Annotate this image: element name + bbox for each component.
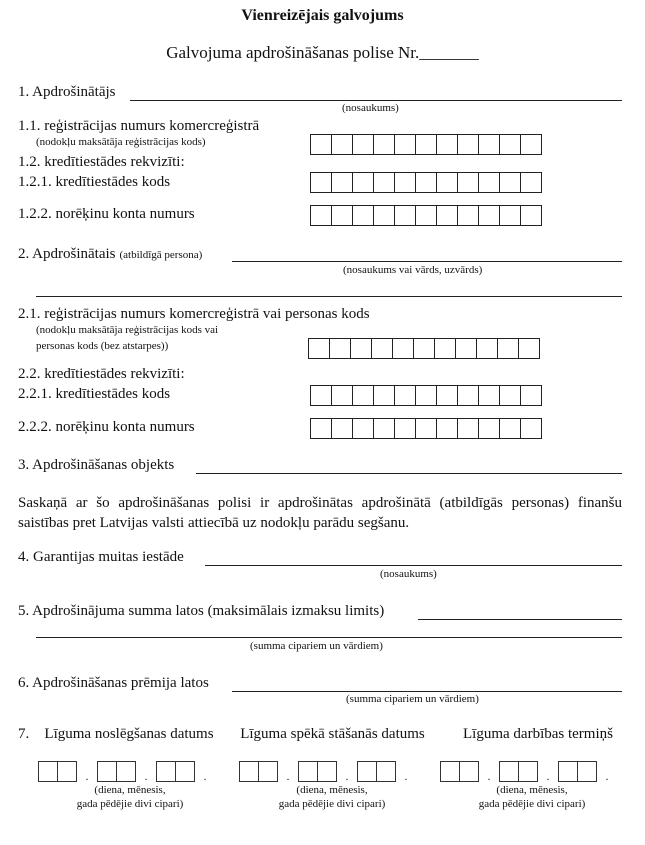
insurer-name-caption: (nosaukums)	[342, 102, 399, 114]
year-boxes[interactable]	[558, 761, 597, 782]
contract-effective-date-boxes[interactable]	[239, 761, 416, 782]
document-title: Vienreizējais galvojums	[241, 7, 404, 24]
insured-label: 2. Apdrošinātais	[18, 246, 116, 262]
date-separator: .	[144, 771, 148, 783]
policy-number-label: Galvojuma apdrošināšanas polise Nr._______	[166, 43, 479, 62]
date-separator: .	[85, 771, 89, 783]
year-boxes[interactable]	[156, 761, 195, 782]
insured-reg-number-note-line1: (nodokļu maksātāja reģistrācijas kods vai	[36, 324, 219, 336]
section7-number: 7.	[18, 726, 30, 742]
customs-office-field[interactable]	[205, 565, 622, 566]
month-boxes[interactable]	[97, 761, 136, 782]
contract-conclusion-date-boxes[interactable]	[38, 761, 215, 782]
customs-office-label: 4. Garantijas muitas iestāde	[18, 549, 184, 565]
contract-effective-date-heading: Līguma spēkā stāšanās datums	[240, 726, 425, 742]
coverage-statement: Saskaņā ar šo apdrošināšanas polisi ir apdrošinātas apdrošinātā (atbildīgās personas) finanšu saistības pret Latvijas valsti attiecībā uz nodokļu parādu segšanu.	[18, 495, 622, 531]
day-boxes[interactable]	[440, 761, 479, 782]
insurer-account-number-label: 1.2.2. norēķinu konta numurs	[18, 206, 195, 222]
contract-term-heading: Līguma darbības termiņš	[463, 726, 613, 742]
sum-insured-field[interactable]	[418, 619, 622, 620]
contract-conclusion-date-caption-2: gada pēdējie divi cipari)	[76, 798, 184, 810]
sum-insured-caption: (summa cipariem un vārdiem)	[250, 640, 383, 652]
premium-label: 6. Apdrošināšanas prēmija latos	[18, 675, 209, 691]
day-boxes[interactable]	[239, 761, 278, 782]
insured-reg-number-boxes[interactable]	[308, 338, 540, 359]
date-separator: .	[345, 771, 349, 783]
insured-bank-details-label: 2.2. kredītiestādes rekvizīti:	[18, 366, 185, 382]
premium-field[interactable]	[232, 691, 622, 692]
insurer-label: 1. Apdrošinātājs	[18, 84, 116, 100]
premium-caption: (summa cipariem un vārdiem)	[346, 693, 479, 705]
contract-term-caption-1: (diena, mēnesis,	[496, 784, 568, 796]
insurer-reg-number-note: (nodokļu maksātāja reģistrācijas kods)	[36, 136, 206, 148]
insurance-object-field[interactable]	[196, 473, 622, 474]
contract-term-caption-2: gada pēdējie divi cipari)	[478, 798, 586, 810]
insured-label-wrap	[18, 245, 202, 263]
insured-name-field[interactable]	[232, 261, 622, 262]
contract-term-boxes[interactable]	[440, 761, 617, 782]
customs-office-caption: (nosaukums)	[380, 568, 437, 580]
month-boxes[interactable]	[499, 761, 538, 782]
insured-bank-code-boxes[interactable]	[310, 385, 542, 406]
date-separator: .	[487, 771, 491, 783]
date-separator: .	[404, 771, 408, 783]
insurer-bank-details-label: 1.2. kredītiestādes rekvizīti:	[18, 154, 185, 170]
insured-reg-number-note-line2: personas kods (bez atstarpes))	[36, 340, 169, 352]
sum-insured-label: 5. Apdrošinājuma summa latos (maksimālais izmaksu limits)	[18, 603, 385, 619]
date-separator: .	[203, 771, 207, 783]
insured-reg-number-label: 2.1. reģistrācijas numurs komercreģistrā vai personas kods	[18, 306, 370, 322]
contract-conclusion-date-heading: Līguma noslēgšanas datums	[44, 726, 214, 742]
insurer-bank-code-boxes[interactable]	[310, 172, 542, 193]
insured-name-field-line2[interactable]	[36, 296, 622, 297]
insurance-object-label: 3. Apdrošināšanas objekts	[18, 457, 175, 473]
day-boxes[interactable]	[38, 761, 77, 782]
insured-account-number-boxes[interactable]	[310, 418, 542, 439]
insurer-reg-number-boxes[interactable]	[310, 134, 542, 155]
insured-label-note: (atbildīgā persona)	[119, 249, 203, 261]
insurer-reg-number-label: 1.1. reģistrācijas numurs komercreģistrā	[18, 118, 260, 134]
insurer-account-number-boxes[interactable]	[310, 205, 542, 226]
insurer-name-field[interactable]	[130, 100, 622, 101]
contract-effective-date-caption-2: gada pēdējie divi cipari)	[278, 798, 386, 810]
sum-insured-field-line2[interactable]	[36, 637, 622, 638]
contract-conclusion-date-caption-1: (diena, mēnesis,	[94, 784, 166, 796]
insured-bank-code-label: 2.2.1. kredītiestādes kods	[18, 386, 171, 402]
date-separator: .	[546, 771, 550, 783]
insured-name-caption: (nosaukums vai vārds, uzvārds)	[343, 264, 483, 276]
date-separator: .	[605, 771, 609, 783]
date-separator: .	[286, 771, 290, 783]
contract-effective-date-caption-1: (diena, mēnesis,	[296, 784, 368, 796]
insurer-bank-code-label: 1.2.1. kredītiestādes kods	[18, 174, 171, 190]
month-boxes[interactable]	[298, 761, 337, 782]
insured-account-number-label: 2.2.2. norēķinu konta numurs	[18, 419, 195, 435]
year-boxes[interactable]	[357, 761, 396, 782]
